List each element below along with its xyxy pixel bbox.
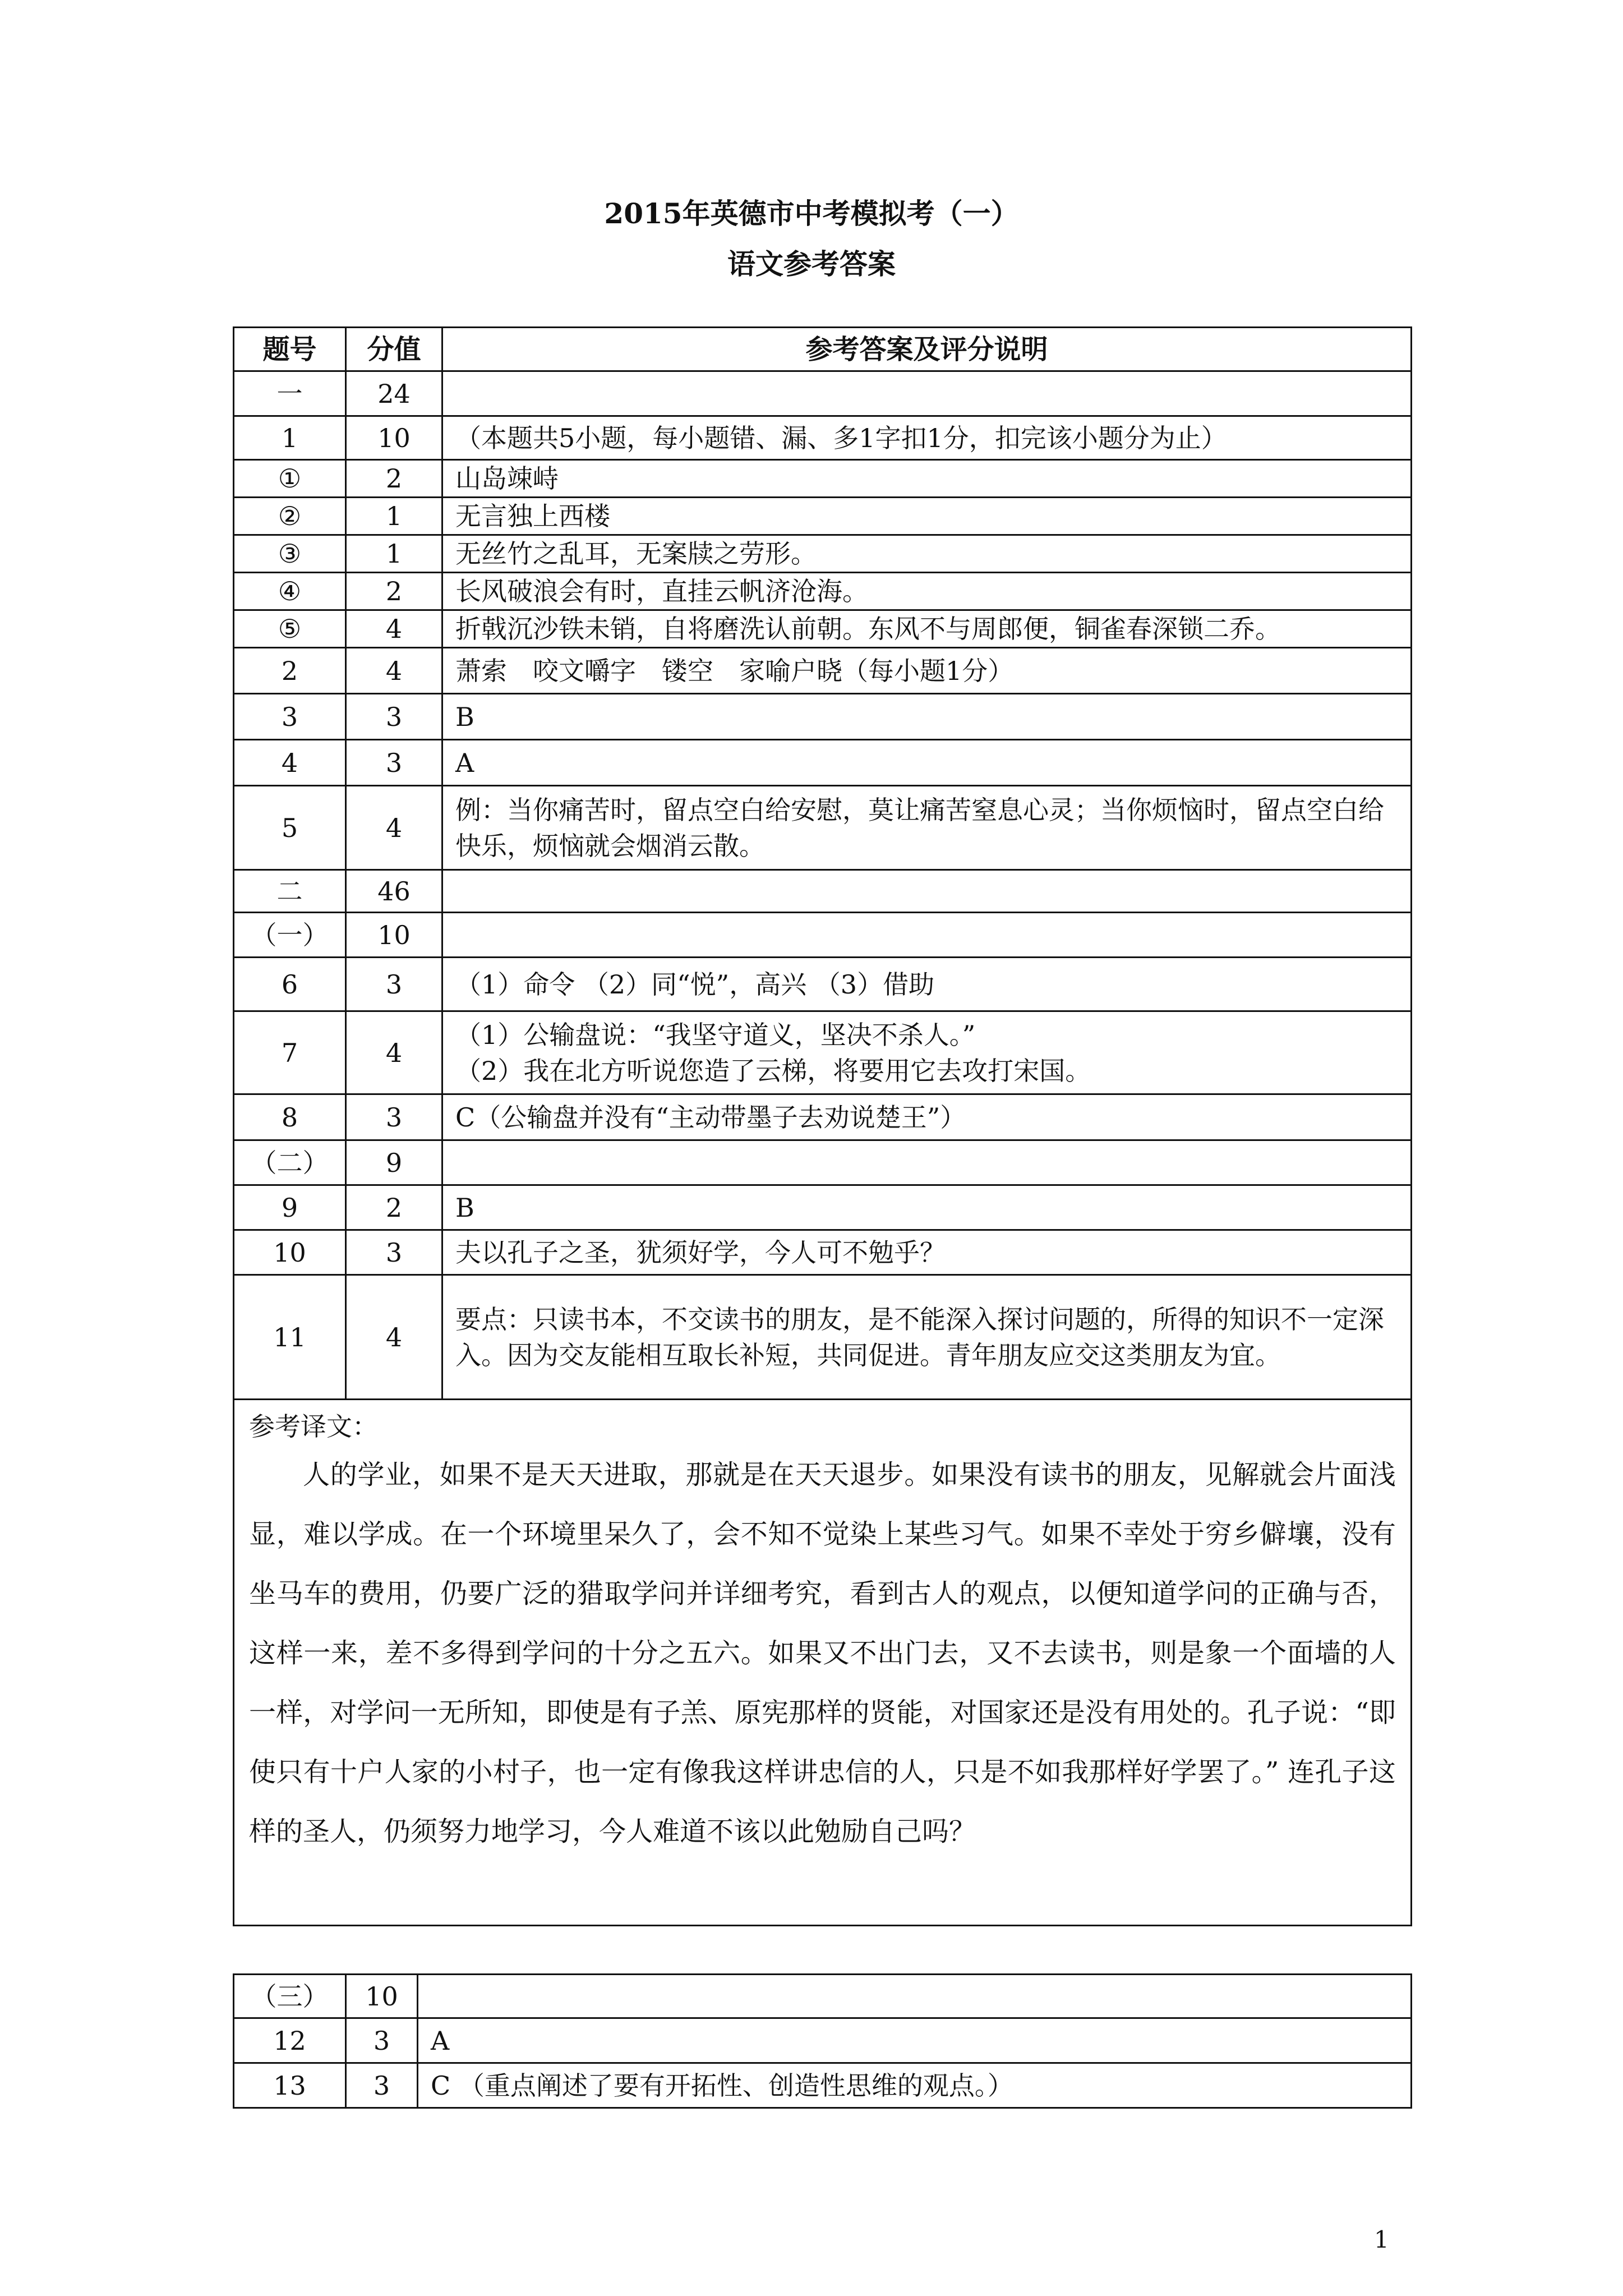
table-row — [234, 371, 1412, 416]
question-number: （三） — [234, 1975, 346, 2018]
question-number: ② — [234, 498, 346, 535]
score: 4 — [346, 1011, 442, 1094]
table-row — [234, 786, 1412, 870]
question-number: 5 — [234, 786, 346, 870]
translation-label: 参考译文： — [249, 1411, 378, 1442]
question-number: 4 — [234, 740, 346, 786]
score: 10 — [346, 416, 442, 460]
score: 1 — [346, 498, 442, 535]
score: 3 — [346, 1230, 442, 1275]
answer — [442, 1140, 1412, 1185]
score: 4 — [346, 610, 442, 648]
table-header-row — [234, 328, 1412, 371]
score: 4 — [346, 1275, 442, 1400]
table-row — [234, 694, 1412, 740]
answer: 要点：只读书本，不交读书的朋友，是不能深入探讨问题的，所得的知识不一定深入。因为交友能相互取长补短，共同促进。青年朋友应交这类朋友为宜。 — [442, 1275, 1412, 1400]
header-answer: 参考答案及评分说明 — [442, 328, 1412, 371]
question-number: （一） — [234, 913, 346, 958]
answer: 萧索 咬文嚼字 镂空 家喻户晓（每小题1分） — [442, 648, 1412, 694]
answer: （本题共5小题，每小题错、漏、多1字扣1分，扣完该小题分为止） — [442, 416, 1412, 460]
table-row — [234, 1230, 1412, 1275]
table-row — [234, 573, 1412, 610]
question-number: 9 — [234, 1185, 346, 1230]
table-row — [234, 1094, 1412, 1140]
translation-text: 人的学业，如果不是天天进取，那就是在天天退步。如果没有读书的朋友，见解就会片面浅显，难以学成。在一个环境里呆久了，会不知不觉染上某些习气。如果不幸处于穷乡僻壤，没有坐马车的费用，仍要广泛的猎取学问并详细考究，看到古人的观点，以便知道学问的正确与否，这样一来，差不多得到学问的十分之五六。如果又不出门去，又不去读书，则是象一个面墙的人一样，对学问一无所知，即使是有子羔、原宪那样的贤能，对国家还是没有用处的。孔子说：“即使只有十户人家的小村子，也一定有像我这样讲忠信的人，只是不如我那样好学罢了。” 连孔子这样的圣人，仍须努力地学习，今人难道不该以此勉励自己吗？ — [249, 1459, 1396, 1847]
answer: 长风破浪会有时，直挂云帆济沧海。 — [442, 573, 1412, 610]
answer — [442, 870, 1412, 913]
answer: A — [442, 740, 1412, 786]
answer: 无丝竹之乱耳，无案牍之劳形。 — [442, 535, 1412, 573]
table-row — [234, 2018, 1412, 2063]
answer: A — [418, 2018, 1412, 2063]
question-number: 10 — [234, 1230, 346, 1275]
answer: 例：当你痛苦时，留点空白给安慰，莫让痛苦窒息心灵；当你烦恼时，留点空白给快乐，烦恼就会烟消云散。 — [442, 786, 1412, 870]
table-row — [234, 610, 1412, 648]
table-row — [234, 535, 1412, 573]
answer: C （重点阐述了要有开拓性、创造性思维的观点。） — [418, 2063, 1412, 2108]
question-number: 一 — [234, 371, 346, 416]
table-row — [234, 1975, 1412, 2018]
score: 3 — [346, 1094, 442, 1140]
answer-table-continued — [233, 1973, 1412, 2109]
question-number: 7 — [234, 1011, 346, 1094]
score: 3 — [346, 2018, 418, 2063]
question-number: 3 — [234, 694, 346, 740]
score: 46 — [346, 870, 442, 913]
score: 10 — [346, 913, 442, 958]
answer: 折戟沉沙铁未销，自将磨洗认前朝。东风不与周郎便，铜雀春深锁二乔。 — [442, 610, 1412, 648]
answer: （1）命令 （2）同“悦”，高兴 （3）借助 — [442, 958, 1412, 1011]
score: 3 — [346, 958, 442, 1011]
question-number: 12 — [234, 2018, 346, 2063]
score: 10 — [346, 1975, 418, 2018]
header-score: 分值 — [346, 328, 442, 371]
answer-line: （1）公输盘说：“我坚守道义，坚决不杀人。” — [455, 1019, 976, 1050]
page-title: 2015年英德市中考模拟考（一） — [604, 197, 1019, 230]
score: 1 — [346, 535, 442, 573]
table-row — [234, 1185, 1412, 1230]
table-row — [234, 1275, 1412, 1400]
table-row — [234, 913, 1412, 958]
question-number: ① — [234, 460, 346, 498]
page-subtitle: 语文参考答案 — [727, 247, 896, 280]
answer: 无言独上西楼 — [442, 498, 1412, 535]
table-row — [234, 740, 1412, 786]
table-row — [234, 2063, 1412, 2108]
score: 4 — [346, 648, 442, 694]
question-number: ⑤ — [234, 610, 346, 648]
score: 2 — [346, 573, 442, 610]
score: 3 — [346, 2063, 418, 2108]
question-number: 二 — [234, 870, 346, 913]
table-row — [234, 1011, 1412, 1094]
score: 24 — [346, 371, 442, 416]
question-number: ④ — [234, 573, 346, 610]
question-number: 1 — [234, 416, 346, 460]
score: 3 — [346, 740, 442, 786]
translation-cell — [234, 1400, 1412, 1926]
question-number: 8 — [234, 1094, 346, 1140]
question-number: 11 — [234, 1275, 346, 1400]
score: 9 — [346, 1140, 442, 1185]
question-number: （二） — [234, 1140, 346, 1185]
answer: B — [442, 1185, 1412, 1230]
header-question-number: 题号 — [234, 328, 346, 371]
answer — [442, 913, 1412, 958]
question-number: 13 — [234, 2063, 346, 2108]
answer-line: （2）我在北方听说您造了云梯，将要用它去攻打宋国。 — [455, 1055, 1091, 1086]
translation-row — [234, 1400, 1412, 1926]
answer — [442, 1011, 1412, 1094]
table-row — [234, 1140, 1412, 1185]
question-number: 2 — [234, 648, 346, 694]
answer: 山岛竦峙 — [442, 460, 1412, 498]
answer: C（公输盘并没有“主动带墨子去劝说楚王”） — [442, 1094, 1412, 1140]
question-number: 6 — [234, 958, 346, 1011]
answer — [442, 371, 1412, 416]
answer: 夫以孔子之圣，犹须好学，今人可不勉乎？ — [442, 1230, 1412, 1275]
table-row — [234, 416, 1412, 460]
table-row — [234, 460, 1412, 498]
page-number: 1 — [1374, 2226, 1389, 2253]
score: 3 — [346, 694, 442, 740]
answer: B — [442, 694, 1412, 740]
score: 4 — [346, 786, 442, 870]
table-row — [234, 498, 1412, 535]
answer-table — [233, 326, 1412, 1926]
score: 2 — [346, 1185, 442, 1230]
table-row — [234, 648, 1412, 694]
table-row — [234, 870, 1412, 913]
table-row — [234, 958, 1412, 1011]
question-number: ③ — [234, 535, 346, 573]
score: 2 — [346, 460, 442, 498]
answer — [418, 1975, 1412, 2018]
